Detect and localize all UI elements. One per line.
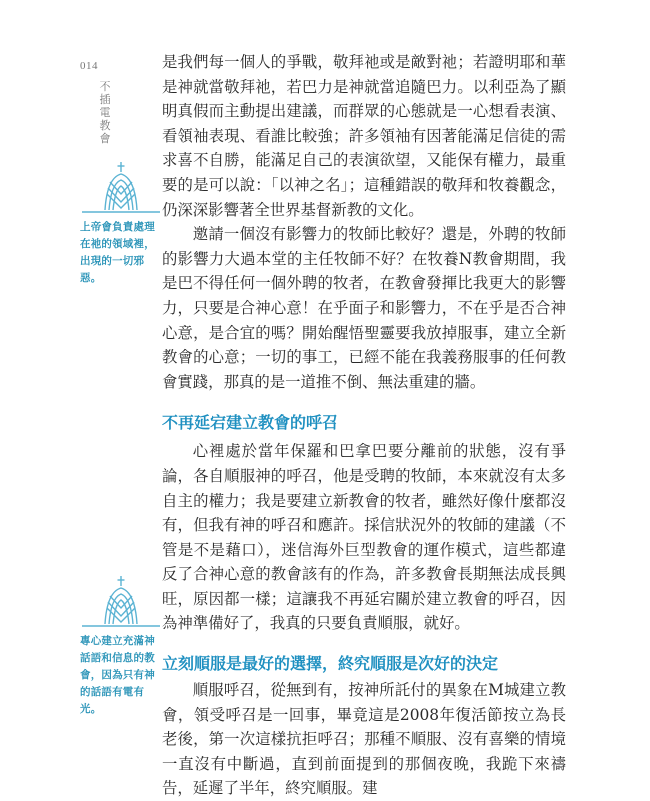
sidebar-note — [80, 160, 162, 287]
sidebar-note-text: 專心建立充滿神話語和信息的教會，因為只有神的話語有電有光。 — [80, 635, 155, 715]
book-title-vertical: 不插電教會 — [99, 80, 111, 145]
sidebar-note-text: 上帝會負責處理在祂的領域裡，出現的一切邪惡。 — [80, 221, 155, 284]
church-arch-icon — [80, 574, 162, 630]
body-paragraph: 是我們每一個人的爭戰，敬拜祂或是敵對祂；若證明耶和華是神就當敬拜祂，若巴力是神就當追隨巴力。以利亞為了顯明真假而主動提出建議，而群眾的心態就是一心想看表演、看領袖表現、看誰比較強；許多領袖有因著能滿足信徒的需求喜不自勝，能滿足自己的表演欲望，又能保有權力，最重要的是可以說：「以神之名」；這種錯誤的敬拜和牧養觀念，仍深深影響著全世界基督新教的文化。 — [162, 53, 566, 219]
body-paragraph: 邀請一個沒有影響力的牧師比較好？還是，外聘的牧師的影響力大過本堂的主任牧師不好？在牧養N教會期間，我是巴不得任何一個外聘的牧者，在教會發揮比我更大的影響力，只要是合神心意！在乎面子和影響力，不在乎是否合神心意，是合宜的嗎？開始醒悟聖靈要我放掉服事，建立全新教會的心意；一切的事工，已經不能在我義務服事的任何教會實踐，那真的是一道推不倒、無法重建的牆。 — [162, 225, 566, 391]
main-text-column — [162, 50, 566, 801]
section-heading: 立刻順服是最好的選擇，終究順服是次好的決定 — [162, 654, 499, 674]
sidebar-note — [80, 574, 162, 718]
page-number: 014 — [80, 60, 98, 72]
church-arch-icon — [80, 160, 162, 216]
body-paragraph: 順服呼召，從無到有，按神所託付的異象在M城建立教會，領受呼召是一回事，畢竟這是2008年復活節按立為長老後，第一次這樣抗拒呼召；那種不順服、沒有喜樂的情境一直沒有中斷過，直到前面提到的那個夜晚，我跪下來禱告，延遲了半年，終究順服。建 — [162, 681, 566, 798]
section-heading: 不再延宕建立教會的呼召 — [162, 413, 339, 433]
body-paragraph: 心裡處於當年保羅和巴拿巴要分離前的狀態，沒有爭論，各自順服神的呼召，他是受聘的牧師，本來就沒有太多自主的權力；我是要建立新教會的牧者，雖然好像什麼都沒有，但我有神的呼召和應許。採信狀況外的牧師的建議（不管是不是藉口），迷信海外巨型教會的運作模式，這些都違反了合神心意的教會該有的作為，許多教會長期無法成長興旺，原因都一樣；這讓我不再延宕關於建立教會的呼召，因為神準備好了，我真的只要負責順服，就好。 — [162, 442, 566, 633]
